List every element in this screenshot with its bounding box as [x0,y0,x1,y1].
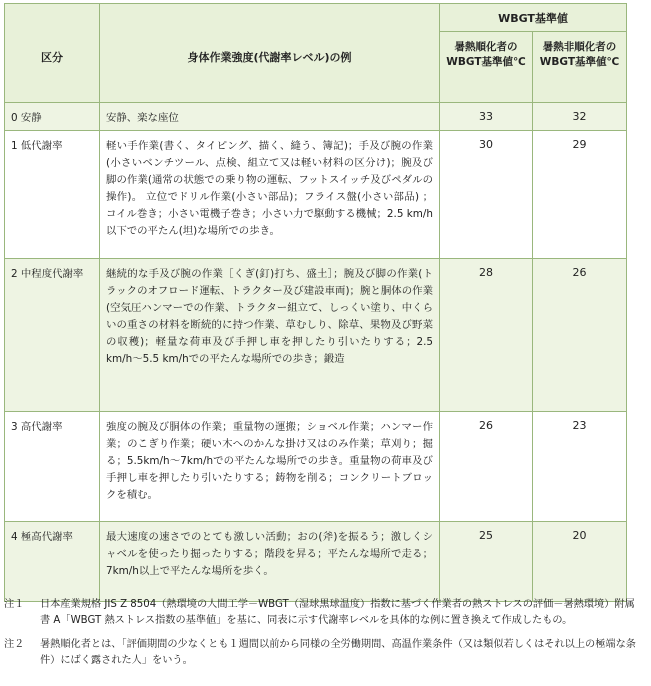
row-unacclimatized-value: 23 [533,412,627,522]
header-acclimatized: 暑熱順化者のWBGT基準値℃ [440,32,533,103]
note-text: 暑熱順化者とは、「評価期間の少なくとも１週間以前から同様の全労働期間、高温作業条件（又は類似若しくはそれ以上の極端な条件）にばく露された人」をいう。 [40,639,636,666]
row-acclimatized-value: 33 [440,103,533,131]
row-example: 継続的な手及び腕の作業［くぎ(釘)打ち、盛土］；腕及び脚の作業(トラックのオフロード運転、トラクター及び建設車両)；腕と胴体の作業(空気圧ハンマーでの作業、トラクター組立て、しっくい塗り、中くらいの重さの材料を断続的に持つ作業、草むしり、除草、果物及び野菜の収穫)；軽量な荷車及び手押し車を押したり引いたりする；2.5 km/h～5.5 km/hでの平たんな場所での歩き；鍛造 [100,259,440,412]
table-row [5,412,627,522]
notes-section [4,597,644,677]
row-acclimatized-value: 25 [440,522,533,602]
row-acclimatized-value: 28 [440,259,533,412]
row-unacclimatized-value: 20 [533,522,627,602]
table-row [5,103,627,131]
row-unacclimatized-value: 26 [533,259,627,412]
header-example: 身体作業強度(代謝率レベル)の例 [100,4,440,103]
row-example: 強度の腕及び胴体の作業；重量物の運搬；ショベル作業；ハンマー作業；のこぎり作業；硬い木へのかんな掛け又はのみ作業；草刈り；掘る；5.5km/h～7km/hでの平たんな場所での歩き。重量物の荷車及び手押し車を押したり引いたりする；鋳物を削る；コンクリートブロックを積む。 [100,412,440,522]
wbgt-table [4,3,627,602]
row-unacclimatized-value: 32 [533,103,627,131]
row-example: 軽い手作業(書く、タイピング、描く、縫う、簿記)；手及び腕の作業(小さいベンチツール、点検、組立て又は軽い材料の区分け)；腕及び脚の作業(通常の状態での乗り物の運転、フットスイッチ及びペダルの操作)。 立位でドリル作業(小さい部品)；フライス盤(小さい部品) ；コイル巻き；小さい電機子巻き；小さい力で駆動する機械；2.5 km/h以下での平たん(坦)な場所での歩き。 [100,131,440,259]
note-label: 注２ [4,639,25,650]
row-example: 最大速度の速さでのとても激しい活動；おの(斧)を振るう；激しくシャベルを使ったり掘ったりする；階段を昇る；平たんな場所で走る；7km/h以上で平たんな場所を歩く。 [100,522,440,602]
row-acclimatized-value: 26 [440,412,533,522]
note-1 [4,597,644,629]
row-unacclimatized-value: 29 [533,131,627,259]
header-category: 区分 [5,4,100,103]
row-category: 0 安静 [5,103,100,131]
table-row [5,259,627,412]
note-label: 注１ [4,599,25,610]
header-unacclimatized: 暑熱非順化者のWBGT基準値℃ [533,32,627,103]
row-acclimatized-value: 30 [440,131,533,259]
row-category: 1 低代謝率 [5,131,100,259]
note-text: 日本産業規格 JIS Z 8504（熱環境の人間工学－WBGT（湿球黒球温度）指数に基づく作業者の熱ストレスの評価－暑熱環境）附属書 A「WBGT 熱ストレス指数の基準値」を基に、同表に示す代謝率レベルを具体的な例に置き換えて作成したもの。 [40,599,635,626]
row-category: 3 高代謝率 [5,412,100,522]
row-category: 2 中程度代謝率 [5,259,100,412]
row-category: 4 極高代謝率 [5,522,100,602]
table-row [5,131,627,259]
note-2 [4,637,644,669]
table-row [5,522,627,602]
header-wbgt: WBGT基準値 [440,4,627,32]
row-example: 安静、楽な座位 [100,103,440,131]
